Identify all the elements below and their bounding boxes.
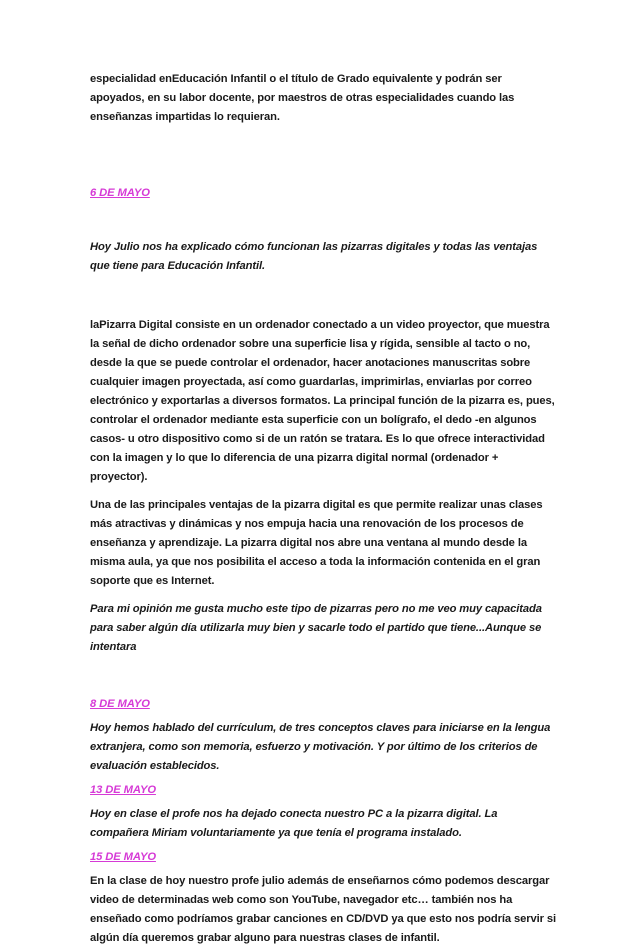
paragraph-13-mayo: Hoy en clase el profe nos ha dejado conecta nuestro PC a la pizarra digital. La compañera Miriam voluntariamente ya que tenía el programa instalado.: [90, 808, 498, 839]
date-heading-8-mayo: 8 DE MAYO: [90, 698, 150, 710]
paragraph-pizarra-digital: laPizarra Digital consiste en un ordenador conectado a un video proyector, que muestra la señal de dicho ordenador sobre una superficie lisa y rígida, sensible al tacto o no, desde la que se puede controlar el ordenador, hacer anotaciones manuscritas sobre cualquier imagen proyectada, así como guardarlas, imprimirlas, enviarlas por correo electrónico y exportarlas a diversos formatos. La principal función de la pizarra es, pues, controlar el ordenador mediante esta superficie con un bolígrafo, el dedo -en algunos casos- u otro dispositivo como si de un ratón se tratara. Es lo que ofrece interactividad con la imagen y lo que lo diferencia de una pizarra digital normal (ordenador + proyector).: [90, 319, 555, 483]
paragraph-15-mayo: En la clase de hoy nuestro profe julio además de enseñarnos cómo podemos descargar video de determinadas web como son YouTube, navegador etc… también nos ha enseñado como podríamos grabar canciones en CD/DVD ya que esto nos podría servir si algún día queremos grabar alguno para nuestras clases de infantil.: [90, 875, 557, 944]
date-heading-6-mayo: 6 DE MAYO: [90, 187, 150, 199]
paragraph-8-mayo: Hoy hemos hablado del currículum, de tres conceptos claves para iniciarse en la lengua extranjera, como son memoria, esfuerzo y motivación. Y por último de los criterios de evaluación establecidos.: [90, 722, 551, 772]
paragraph-ventajas: Una de las principales ventajas de la pizarra digital es que permite realizar unas clases más atractivas y dinámicas y nos empuja hacia una renovación de los procesos de enseñanza y aprendizaje. La pizarra digital nos abre una ventana al mundo desde la misma aula, ya que nos posibilita el acceso a toda la información contenida en el gran soporte que es Internet.: [90, 499, 543, 587]
intro-paragraph: especialidad enEducación Infantil o el título de Grado equivalente y podrán ser apoyados, en su labor docente, por maestros de otras especialidades cuando las enseñanzas impartidas lo requieran.: [90, 73, 515, 123]
date-heading-13-mayo: 13 DE MAYO: [90, 784, 156, 796]
paragraph-opinion: Para mi opinión me gusta mucho este tipo de pizarras pero no me veo muy capacitada para saber algún día utilizarla muy bien y sacarle todo el partido que tiene...Aunque se intentara: [90, 603, 542, 653]
date-heading-15-mayo: 15 DE MAYO: [90, 851, 156, 863]
document-page: [90, 70, 558, 948]
summary-6-mayo: Hoy Julio nos ha explicado cómo funcionan las pizarras digitales y todas las ventajas que tiene para Educación Infantil.: [90, 241, 538, 272]
